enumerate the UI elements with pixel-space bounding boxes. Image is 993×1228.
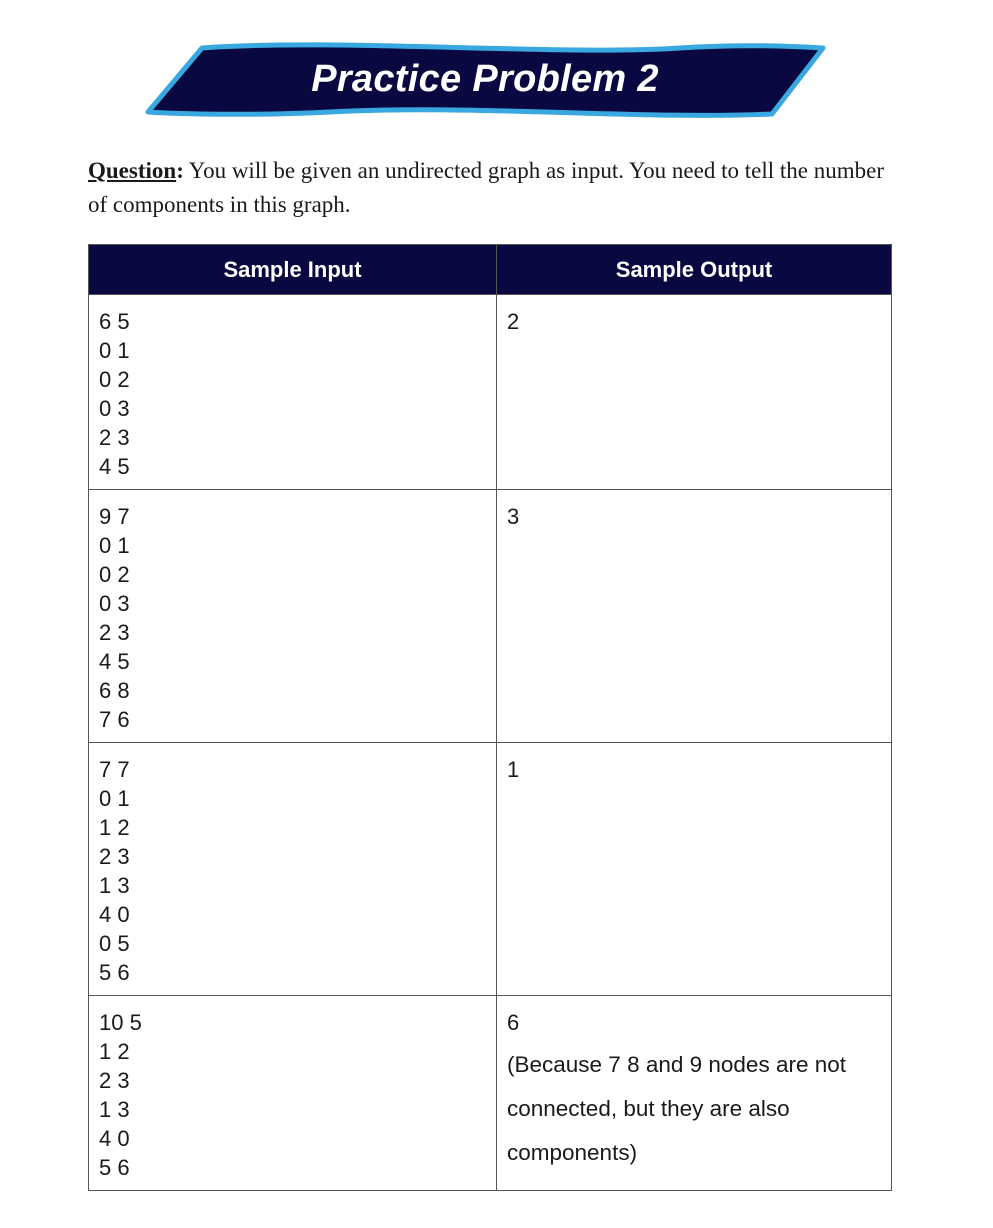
table-row: [89, 996, 892, 1191]
table-header-row: [89, 245, 892, 295]
sample-output-cell: [497, 996, 892, 1191]
input-line: 7 6: [99, 707, 130, 732]
table-row: [89, 490, 892, 743]
input-line: 5 6: [99, 1155, 130, 1180]
input-line: 6 8: [99, 678, 130, 703]
header-sample-output: Sample Output: [497, 245, 892, 295]
input-line: 0 3: [99, 591, 130, 616]
question-label: Question: [88, 158, 177, 183]
input-line: 0 1: [99, 338, 130, 363]
output-value: 3: [507, 504, 520, 529]
input-line: 1 3: [99, 873, 130, 898]
input-line: 9 7: [99, 504, 130, 529]
input-line: 0 1: [99, 786, 130, 811]
sample-output-cell: [497, 490, 892, 743]
output-value: 2: [507, 309, 520, 334]
input-line: 7 7: [99, 757, 130, 782]
sample-input-cell: [89, 490, 497, 743]
input-line: 1 3: [99, 1097, 130, 1122]
input-line: 0 3: [99, 396, 130, 421]
output-value: 6: [507, 1010, 520, 1035]
input-line: 4 0: [99, 1126, 130, 1151]
input-line: 6 5: [99, 309, 130, 334]
input-line: 2 3: [99, 620, 130, 645]
input-line: 0 1: [99, 533, 130, 558]
output-value: 1: [507, 757, 520, 782]
input-line: 2 3: [99, 844, 130, 869]
samples-table: [88, 244, 892, 1191]
input-line: 4 5: [99, 454, 130, 479]
input-line: 0 2: [99, 562, 130, 587]
question-text: You will be given an undirected graph as input. You need to tell the number of components in this graph.: [88, 158, 884, 217]
input-line: 2 3: [99, 425, 130, 450]
sample-output-cell: [497, 743, 892, 996]
page-title: Practice Problem 2: [311, 57, 659, 100]
question-colon: :: [176, 158, 184, 183]
input-line: 0 5: [99, 931, 130, 956]
sample-input-cell: [89, 743, 497, 996]
input-line: 1 2: [99, 1039, 130, 1064]
question-paragraph: [88, 154, 898, 222]
sample-input-cell: [89, 295, 497, 490]
input-line: 0 2: [99, 367, 130, 392]
input-line: 4 0: [99, 902, 130, 927]
input-line: 5 6: [99, 960, 130, 985]
input-line: 2 3: [99, 1068, 130, 1093]
table-row: [89, 295, 892, 490]
input-line: 4 5: [99, 649, 130, 674]
input-line: 10 5: [99, 1010, 142, 1035]
sample-input-cell: [89, 996, 497, 1191]
title-banner: [140, 40, 830, 120]
input-line: 1 2: [99, 815, 130, 840]
sample-output-cell: [497, 295, 892, 490]
output-note: (Because 7 8 and 9 nodes are not connected, but they are also components): [507, 1052, 846, 1165]
table-row: [89, 743, 892, 996]
header-sample-input: Sample Input: [89, 245, 497, 295]
